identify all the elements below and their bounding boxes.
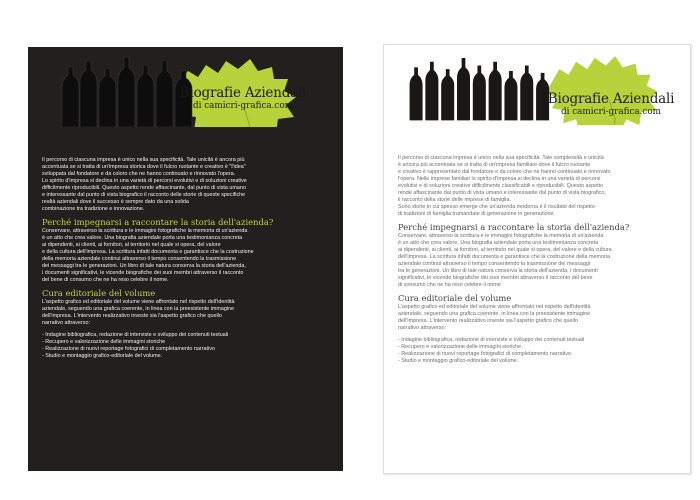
- brochure-title: Biografie Aziendali: [547, 91, 675, 107]
- list-item: - Studio e montaggio grafico-editoriale del volume.: [42, 353, 163, 359]
- list-item: - Indagine bibliografica, redazione di interviste e sviluppo dei contenuti testuali: [398, 337, 585, 343]
- section-body-why: Conservare, attraverso la scrittura e le immagini fotografiche la memoria di un'azienda è un atto che crea valore. Una biografia aziendale porta una testimonianza concreta ai dipendenti, ai clienti, ai fornitori, al territorio nel quale si opera, del valore e della cultura dell'impresa. La scrittura infatti documenta e garantisce che la costruzione della memoria aziendale continui attraverso il tempo consentendo la trasmissione dei messaggi tra le generazioni. Un libro di tale natura conserva la storia dell'azienda, i documenti significativi, le vicende biografiche dei suoi membri attraverso il racconto del bene di consumo che ne ha reso celebre il nome.: [398, 233, 612, 288]
- list-item: - Recupero e valorizzazione delle immagini storiche: [398, 344, 522, 350]
- section-body-editorial: L'aspetto grafico ed editoriale del volume viene affrontato nel rispetto dell'identità aziendale, seguendo una grafica coerente, in linea con la preesistente immagine dell'impresa. L'intervento realizzativo investe sia l'aspetto grafico che quello narrativo attraverso:: [398, 304, 591, 331]
- light-body-text: [398, 155, 678, 365]
- list-item: - Studio e montaggio grafico-editoriale del volume.: [398, 358, 519, 364]
- brochure-title-block: [168, 87, 318, 110]
- list-item: - Recupero e valorizzazione delle immagini storiche: [42, 339, 166, 345]
- section-body-editorial: L'aspetto grafico ed editoriale del volume viene affrontato nel rispetto dell'identità aziendale, seguendo una grafica coerente, in linea con la preesistente immagine dell'impresa. L'intervento realizzativo investe sia l'aspetto grafico che quello narrativo attraverso:: [42, 299, 235, 326]
- section-heading-why: Perché impegnarsi a raccontare la storia dell'azienda?: [398, 222, 630, 232]
- brochure-subtitle: di camicri-grafica.com: [561, 106, 661, 117]
- brochure-dark-version: [28, 47, 343, 471]
- brochure-subtitle: di camicri-grafica.com: [193, 100, 293, 111]
- intro-paragraph: Il percorso di ciascuna impresa è unico nella sua specificità. Tale unicità è ancora più accentuata se si tratta di un'impresa storica dove il fulcro ruotante e creativo è "l'idea" sviluppata dal fondatore e da coloro che ne hanno continuato e rinnovato l'opera. Lo spirito d'impresa si declina in una varietà di percorsi evolutivi e di soluzioni creative difficilmente riproducibili. Questo aspetto rende affascinante, dal punto di vista umano e interessante dal punto di vista biografico il racconto delle storie di queste specifiche realtà aziendali dove il successo è sempre dato da una solida combinazione tra tradizione e innovazione.: [42, 157, 247, 212]
- list-item: - Realizzazione di nuovi reportage fotografici di completamento narrativo: [42, 346, 215, 352]
- section-body-why: Conservare, attraverso la scrittura e le immagini fotografiche la memoria di un'azienda è un atto che crea valore. Una biografia aziendale porta una testimonianza concreta ai dipendenti, ai clienti, ai fornitori, al territorio nel quale si opera, del valore e della cultura dell'impresa. La scrittura infatti documenta e garantisce che la costruzione della memoria aziendale continui attraverso il tempo consentendo la trasmissione dei messaggi tra le generazioni. Un libro di tale natura conserva la storia dell'azienda, i documenti significativi, le vicende biografiche dei suoi membri attraverso il racconto del bene di consumo che ne ha reso celebre il nome.: [42, 228, 254, 283]
- section-heading-editorial: Cura editoriale del volume: [42, 288, 156, 298]
- list-item: - Realizzazione di nuovi reportage fotografici di completamento narrativo: [398, 351, 571, 357]
- brochure-title: Biografie Aziendali: [179, 85, 307, 101]
- brochure-light-version: [383, 44, 691, 474]
- dark-body-text: [42, 157, 331, 360]
- services-list: [398, 337, 678, 365]
- intro-paragraph: Il percorso di ciascuna impresa è unico nella sua specificità. Tale complessità e unicità è ancora più accentuata se si tratta di un'impresa familiare dove il fulcro ruotante e creativo è rappresentato dal fondatore e da coloro che ne hanno continuato e rinnovato l'opera. Nelle imprese familiari lo spirito d'impresa si declina in una varietà di percorsi evolutivi e di soluzioni creative difficilmente classificabili e riproducibili. Questo aspetto rende affascinante dal punto di vista umano e interessante dal punto di vista biografico, il racconto della storie delle imprese di famiglia. Sono storie in cui spesso emerge che un'azienda moderna è il risultato del rispetto di tradizioni di famiglia tramandate di generazione in generazione.: [398, 155, 611, 217]
- list-item: - Indagine bibliografica, redazione di interviste e sviluppo dei contenuti testuali: [42, 332, 229, 338]
- section-heading-editorial: Cura editoriale del volume: [398, 293, 512, 303]
- brochure-title-block: [536, 93, 686, 116]
- section-heading-why: Perché impegnarsi a raccontare la storia dell'azienda?: [42, 217, 274, 227]
- services-list: [42, 332, 331, 360]
